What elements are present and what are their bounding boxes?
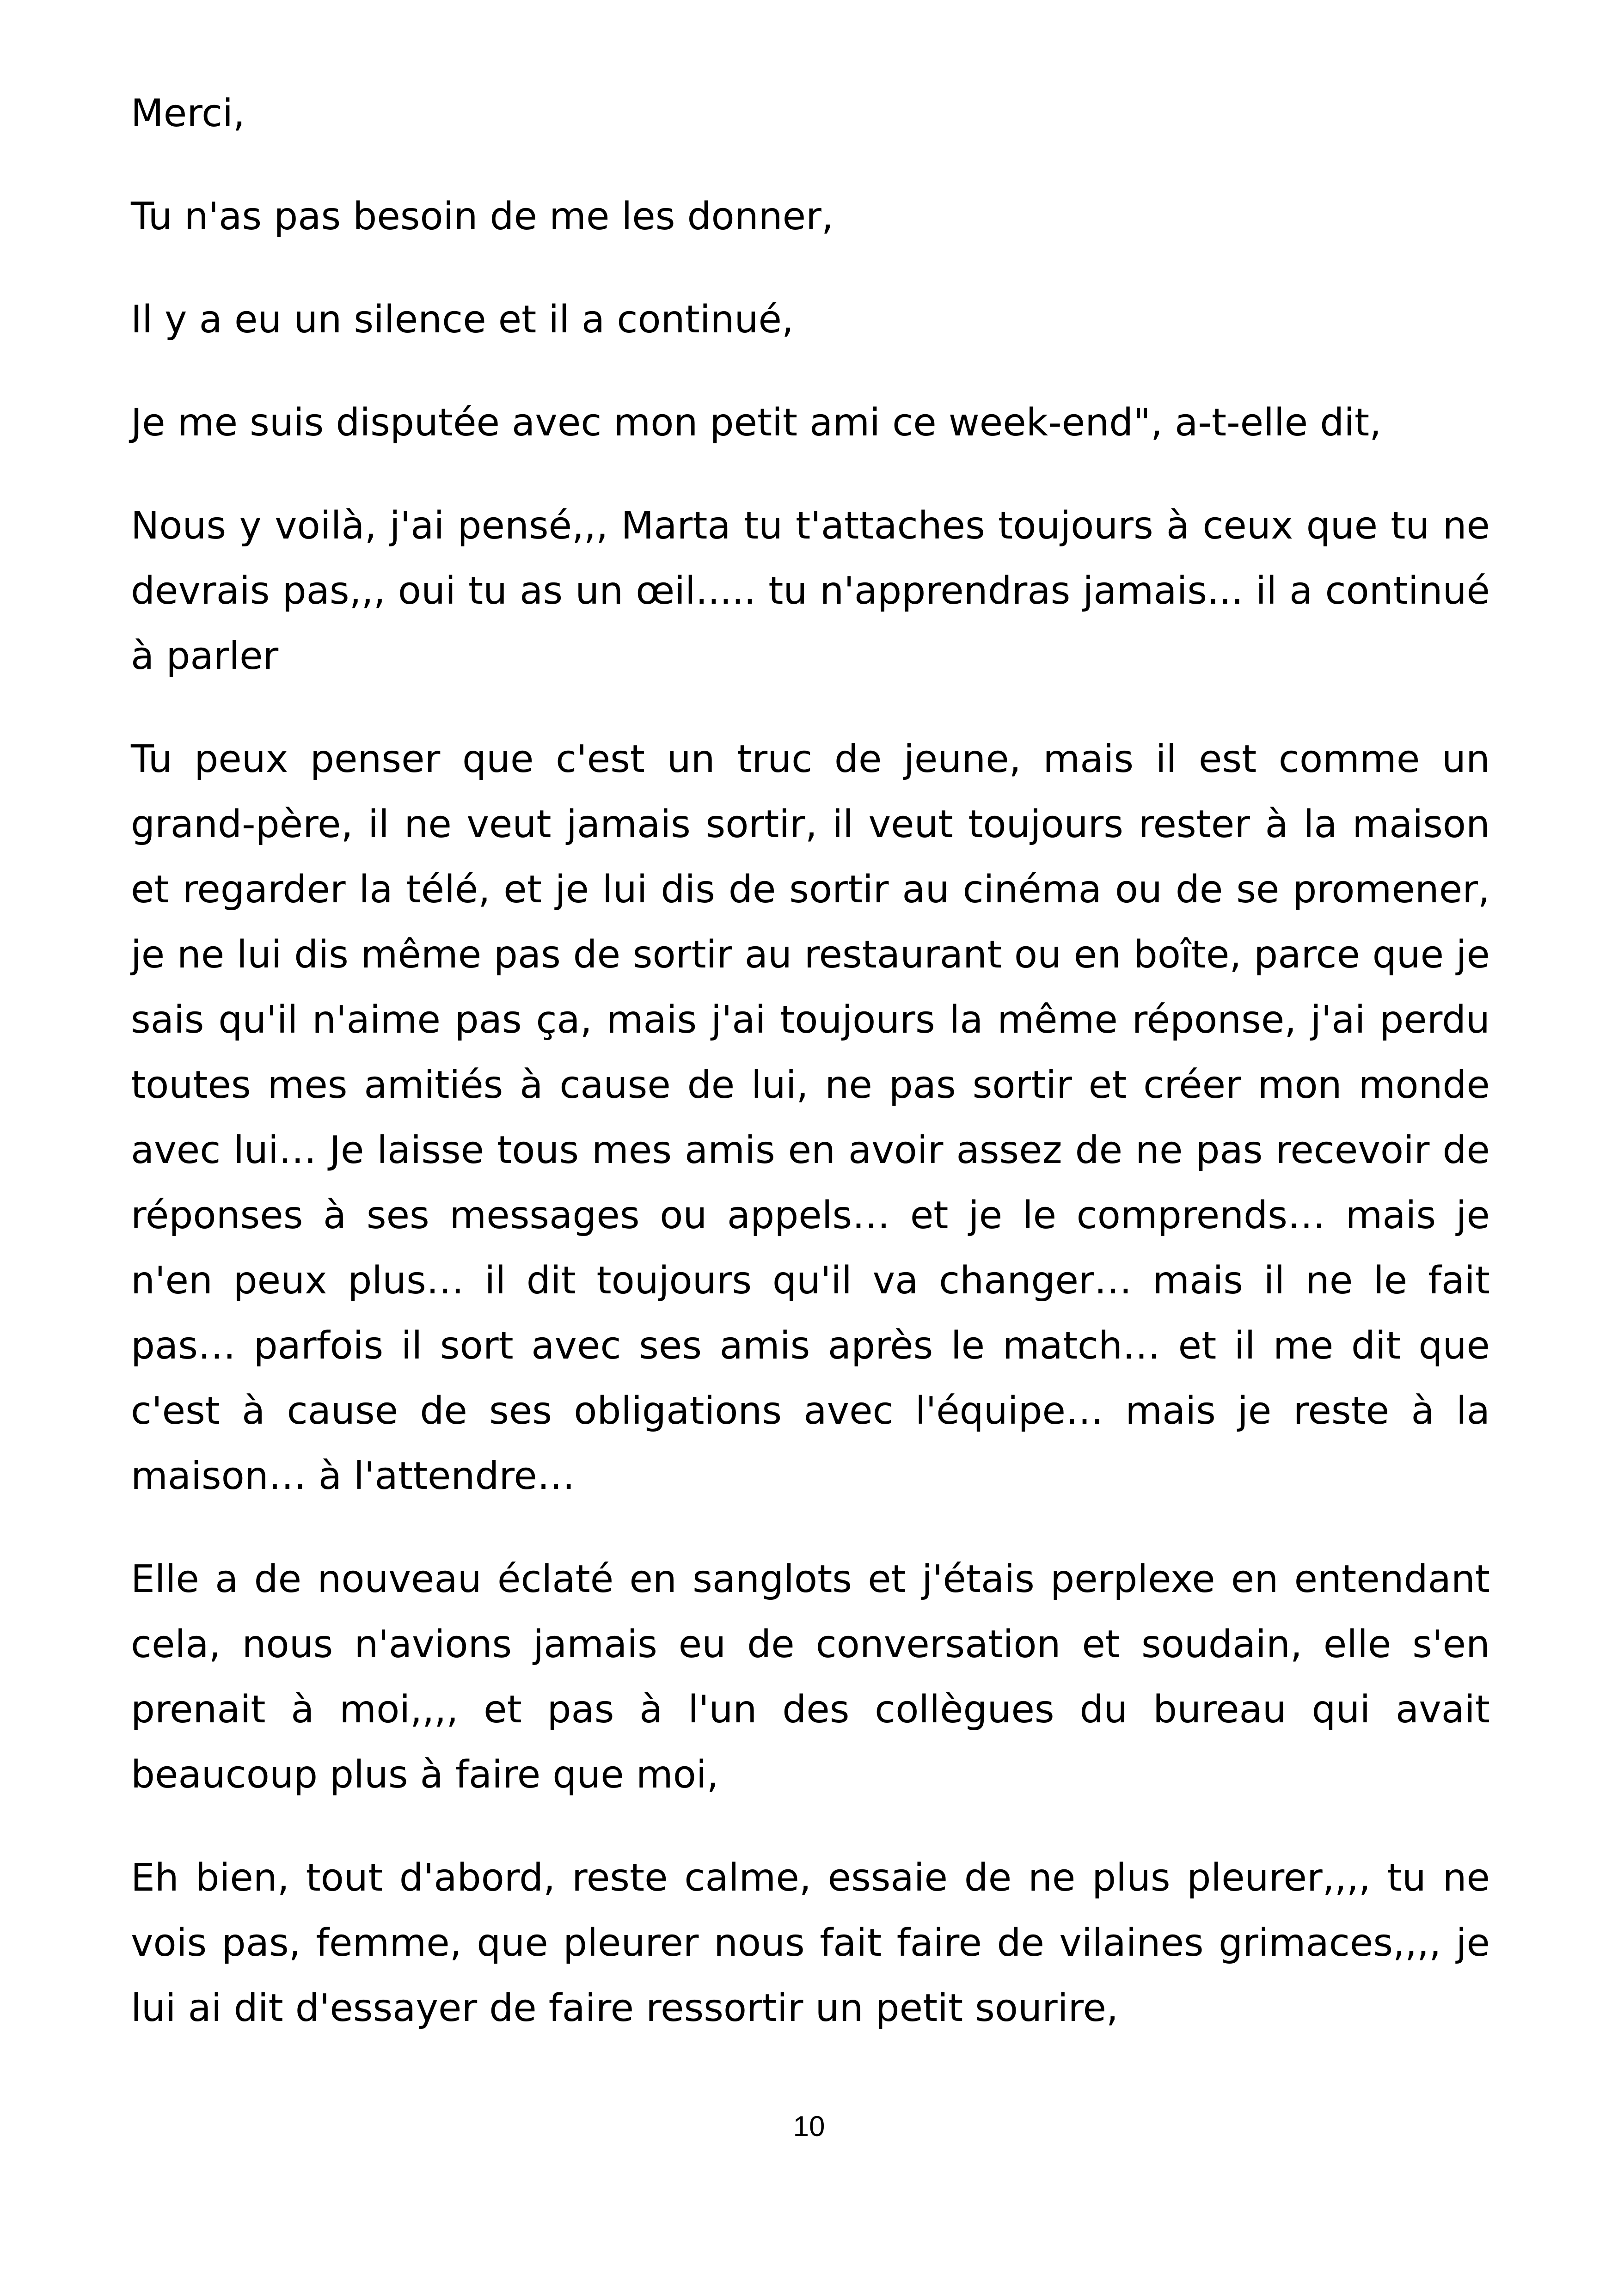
paragraph-disputee: Je me suis disputée avec mon petit ami ce week-end", a-t-elle dit, bbox=[131, 401, 1382, 445]
paragraph-silence: Il y a eu un silence et il a continué, bbox=[131, 298, 794, 342]
paragraph-marta: Nous y voilà, j'ai pensé,,, Marta tu t'attaches toujours à ceux que tu ne devrais pas,,, oui tu as un œil..... tu n'apprendras jamais... il a continué à parler bbox=[131, 504, 1490, 678]
paragraph-reste-calme: Eh bien, tout d'abord, reste calme, essaie de ne plus pleurer,,,, tu ne vois pas, femme, que pleurer nous fait faire de vilaines grimaces,,,, je lui ai dit d'essayer de faire ressortir un petit sourire, bbox=[131, 1856, 1490, 2030]
paragraph-merci: Merci, bbox=[131, 92, 245, 135]
paragraph-sanglots: Elle a de nouveau éclaté en sanglots et j'étais perplexe en entendant cela, nous n'avions jamais eu de conversation et soudain, elle s'en prenait à moi,,,, et pas à l'un des collègues du bureau qui avait beaucoup plus à faire que moi, bbox=[131, 1557, 1490, 1797]
page-number: 10 bbox=[793, 2111, 825, 2143]
paragraph-grand-pere: Tu peux penser que c'est un truc de jeune, mais il est comme un grand-père, il ne veut jamais sortir, il veut toujours rester à la maison et regarder la télé, et je lui dis de sortir au cinéma ou de se promener, je ne lui dis même pas de sortir au restaurant ou en boîte, parce que je sais qu'il n'aime pas ça, mais j'ai toujours la même réponse, j'ai perdu toutes mes amitiés à cause de lui, ne pas sortir et créer mon monde avec lui… Je laisse tous mes amis en avoir assez de ne pas recevoir de réponses à ses messages ou appels… et je le comprends… mais je n'en peux plus… il dit toujours qu'il va changer… mais il ne le fait pas… parfois il sort avec ses amis après le match… et il me dit que c'est à cause de ses obligations avec l'équipe… mais je reste à la maison… à l'attendre… bbox=[131, 737, 1490, 1498]
body-text bbox=[131, 81, 1490, 2079]
paragraph-besoin: Tu n'as pas besoin de me les donner, bbox=[131, 195, 834, 239]
